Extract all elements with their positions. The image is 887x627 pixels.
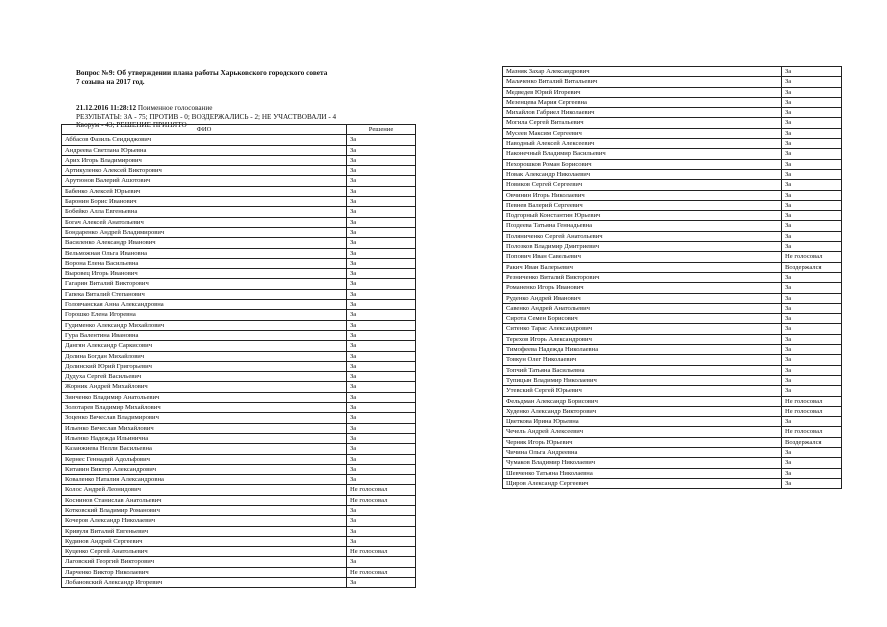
vote-decision: За bbox=[347, 320, 416, 330]
table-row bbox=[62, 330, 416, 340]
deputy-name: Могила Сергей Витальевич bbox=[503, 118, 782, 128]
table-row bbox=[62, 320, 416, 330]
deputy-name: Худенко Александр Викторович bbox=[503, 406, 782, 416]
table-row bbox=[503, 458, 842, 468]
vote-decision: За bbox=[347, 279, 416, 289]
vote-decision: За bbox=[782, 355, 842, 365]
deputy-name: Шевченко Татьяна Николаевна bbox=[503, 468, 782, 478]
table-row bbox=[62, 444, 416, 454]
deputy-name: Чичина Ольга Андреевна bbox=[503, 447, 782, 457]
vote-decision: За bbox=[782, 417, 842, 427]
deputy-name: Щиров Александр Сергеевич bbox=[503, 478, 782, 488]
deputy-name: Василенко Александр Иванович bbox=[62, 238, 347, 248]
table-header-row bbox=[62, 125, 416, 135]
table-row bbox=[62, 155, 416, 165]
vote-decision: За bbox=[347, 361, 416, 371]
vote-decision: За bbox=[782, 221, 842, 231]
table-row bbox=[503, 231, 842, 241]
deputy-name: Кернес Геннадий Адольфович bbox=[62, 454, 347, 464]
vote-decision: За bbox=[782, 159, 842, 169]
deputy-name: Подгорный Константин Юрьевич bbox=[503, 211, 782, 221]
deputy-name: Гура Валентина Ивановна bbox=[62, 330, 347, 340]
deputy-name: Ларченко Виктор Николаевич bbox=[62, 567, 347, 577]
table-row bbox=[503, 159, 842, 169]
deputy-name: Бабенко Алексей Юрьевич bbox=[62, 186, 347, 196]
vote-decision: За bbox=[782, 97, 842, 107]
vote-decision: За bbox=[782, 87, 842, 97]
vote-decision: За bbox=[782, 169, 842, 179]
table-row bbox=[503, 293, 842, 303]
deputy-name: Терехов Игорь Александрович bbox=[503, 334, 782, 344]
table-row bbox=[503, 97, 842, 107]
deputy-name: Михайлов Габриел Николаевич bbox=[503, 108, 782, 118]
deputy-name: Гудименко Александр Михайлович bbox=[62, 320, 347, 330]
table-row bbox=[62, 248, 416, 258]
deputy-name: Головчанская Анна Александровна bbox=[62, 300, 347, 310]
table-row bbox=[62, 547, 416, 557]
vote-decision: Не голосовал bbox=[782, 252, 842, 262]
table-row bbox=[62, 382, 416, 392]
vote-decision: За bbox=[782, 180, 842, 190]
deputy-name: Товкун Олег Николаевич bbox=[503, 355, 782, 365]
deputy-name: Дангян Александр Саркисович bbox=[62, 341, 347, 351]
vote-decision: За bbox=[782, 283, 842, 293]
vote-decision: За bbox=[347, 217, 416, 227]
deputy-name: Китавин Виктор Александрович bbox=[62, 464, 347, 474]
vote-decision: За bbox=[782, 324, 842, 334]
deputy-name: Ильенко Вячеслав Михайлович bbox=[62, 423, 347, 433]
deputy-name: Наконечный Владимир Васильевич bbox=[503, 149, 782, 159]
deputy-name: Ильенко Надежда Ильинична bbox=[62, 433, 347, 443]
table-row bbox=[62, 536, 416, 546]
table-row bbox=[503, 303, 842, 313]
table-row bbox=[62, 403, 416, 413]
table-row bbox=[62, 279, 416, 289]
deputy-name: Чечель Андрей Алексеевич bbox=[503, 427, 782, 437]
vote-decision: Не голосовал bbox=[347, 485, 416, 495]
table-row bbox=[62, 361, 416, 371]
table-row bbox=[62, 135, 416, 145]
column-header-name: ФИО bbox=[62, 125, 347, 135]
table-row bbox=[62, 423, 416, 433]
table-row bbox=[503, 334, 842, 344]
deputy-name: Тимофеева Надежда Николаевна bbox=[503, 345, 782, 355]
vote-decision: За bbox=[347, 516, 416, 526]
table-row bbox=[62, 217, 416, 227]
vote-decision: За bbox=[347, 578, 416, 588]
deputy-name: Полозков Владимир Дмитриевич bbox=[503, 242, 782, 252]
deputy-name: Тупицын Владимир Николаевич bbox=[503, 375, 782, 385]
deputy-name: Зинченко Владимир Анатольевич bbox=[62, 392, 347, 402]
table-row bbox=[503, 128, 842, 138]
table-row bbox=[503, 345, 842, 355]
vote-decision: За bbox=[782, 108, 842, 118]
table-row bbox=[503, 427, 842, 437]
vote-decision: За bbox=[782, 375, 842, 385]
vote-decision: За bbox=[347, 227, 416, 237]
table-row bbox=[62, 145, 416, 155]
deputy-name: Ракич Иван Валерьевич bbox=[503, 262, 782, 272]
table-row bbox=[62, 516, 416, 526]
table-row bbox=[62, 166, 416, 176]
vote-decision: За bbox=[782, 478, 842, 488]
table-row bbox=[62, 475, 416, 485]
vote-decision: За bbox=[347, 300, 416, 310]
deputy-name: Дудуха Сергей Васильевич bbox=[62, 372, 347, 382]
table-row bbox=[62, 526, 416, 536]
deputy-name: Ситенко Тарас Александрович bbox=[503, 324, 782, 334]
deputy-name: Резниченко Виталий Викторович bbox=[503, 272, 782, 282]
vote-decision: За bbox=[347, 413, 416, 423]
vote-quorum: Кворум - 43; РЕШЕНИЕ ПРИНЯТО bbox=[76, 121, 187, 130]
deputy-name: Наводный Алексей Алексеевич bbox=[503, 139, 782, 149]
deputy-name: Чумаков Владимир Николаевич bbox=[503, 458, 782, 468]
table-row bbox=[503, 108, 842, 118]
vote-decision: За bbox=[782, 231, 842, 241]
deputy-name: Коснинов Станислав Анатольевич bbox=[62, 495, 347, 505]
deputy-name: Поляниченко Сергей Анатольевич bbox=[503, 231, 782, 241]
table-row bbox=[503, 375, 842, 385]
table-row bbox=[503, 386, 842, 396]
vote-decision: За bbox=[347, 372, 416, 382]
table-row bbox=[503, 272, 842, 282]
deputy-name: Долинский Юрий Григорьевич bbox=[62, 361, 347, 371]
deputy-name: Арих Игорь Владимирович bbox=[62, 155, 347, 165]
deputy-name: Вельможная Ольга Ивановна bbox=[62, 248, 347, 258]
deputy-name: Кривуля Виталий Евгеньевич bbox=[62, 526, 347, 536]
vote-decision: За bbox=[782, 345, 842, 355]
table-row bbox=[503, 87, 842, 97]
deputy-name: Богач Алексей Анатольевич bbox=[62, 217, 347, 227]
table-row bbox=[62, 186, 416, 196]
deputy-name: Гапека Виталий Степанович bbox=[62, 289, 347, 299]
table-row bbox=[503, 169, 842, 179]
deputy-name: Певнев Валерий Сергеевич bbox=[503, 200, 782, 210]
deputy-name: Медведев Юрий Игоревич bbox=[503, 87, 782, 97]
table-row bbox=[503, 200, 842, 210]
deputy-name: Малаченко Виталий Витальевич bbox=[503, 77, 782, 87]
vote-decision: За bbox=[782, 468, 842, 478]
deputy-name: Гагарин Виталий Викторович bbox=[62, 279, 347, 289]
vote-timestamp: 21.12.2016 11:28:12 bbox=[76, 104, 137, 112]
deputy-name: Бондаренко Андрей Владимирович bbox=[62, 227, 347, 237]
table-row bbox=[503, 478, 842, 488]
table-row bbox=[503, 314, 842, 324]
vote-decision: За bbox=[782, 190, 842, 200]
vote-decision: За bbox=[782, 149, 842, 159]
deputy-name: Зоценко Вячеслав Владимирович bbox=[62, 413, 347, 423]
vote-decision: За bbox=[347, 536, 416, 546]
table-row bbox=[62, 258, 416, 268]
table-row bbox=[62, 300, 416, 310]
deputy-name: Цветкова Ирина Юрьевна bbox=[503, 417, 782, 427]
deputy-name: Горошко Елена Игоревна bbox=[62, 310, 347, 320]
table-row bbox=[62, 341, 416, 351]
vote-table-left bbox=[61, 124, 416, 588]
table-row bbox=[62, 372, 416, 382]
vote-decision: За bbox=[347, 341, 416, 351]
deputy-name: Мазняк Захар Александрович bbox=[503, 67, 782, 77]
deputy-name: Артикуленко Алексей Викторович bbox=[62, 166, 347, 176]
vote-decision: За bbox=[347, 289, 416, 299]
deputy-name: Попович Иван Савельевич bbox=[503, 252, 782, 262]
vote-decision: За bbox=[347, 310, 416, 320]
table-row bbox=[62, 176, 416, 186]
vote-decision: За bbox=[782, 272, 842, 282]
deputy-name: Лобановский Александр Игоревич bbox=[62, 578, 347, 588]
vote-decision: За bbox=[782, 128, 842, 138]
table-row bbox=[62, 413, 416, 423]
vote-decision: За bbox=[347, 258, 416, 268]
deputy-name: Топчий Татьяна Васильевна bbox=[503, 365, 782, 375]
vote-decision: За bbox=[347, 475, 416, 485]
table-row bbox=[503, 211, 842, 221]
deputy-name: Савенко Андрей Анатольевич bbox=[503, 303, 782, 313]
deputy-name: Золотарев Владимир Михайлович bbox=[62, 403, 347, 413]
vote-results: РЕЗУЛЬТАТЫ: ЗА - 75; ПРОТИВ - 0; ВОЗДЕРЖАЛИСЬ - 2; НЕ УЧАСТВОВАЛИ - 4 bbox=[76, 112, 337, 121]
vote-decision: За bbox=[347, 186, 416, 196]
vote-timestamp-line bbox=[76, 104, 421, 113]
document-header bbox=[61, 68, 421, 130]
deputy-name: Колос Андрей Леонидович bbox=[62, 485, 347, 495]
table-row bbox=[62, 464, 416, 474]
vote-decision: Не голосовал bbox=[782, 427, 842, 437]
table-row bbox=[503, 190, 842, 200]
table-row bbox=[503, 417, 842, 427]
deputy-name: Утевский Сергей Юрьевич bbox=[503, 386, 782, 396]
table-row bbox=[62, 557, 416, 567]
table-row bbox=[503, 221, 842, 231]
vote-decision: Не голосовал bbox=[347, 495, 416, 505]
deputy-name: Овчинин Игорь Николаевич bbox=[503, 190, 782, 200]
vote-decision: За bbox=[782, 293, 842, 303]
deputy-name: Сирота Семен Борисович bbox=[503, 314, 782, 324]
table-row bbox=[503, 355, 842, 365]
table-row bbox=[503, 252, 842, 262]
vote-decision: За bbox=[782, 211, 842, 221]
table-row bbox=[503, 406, 842, 416]
deputy-name: Коваленко Наталия Александровна bbox=[62, 475, 347, 485]
table-row bbox=[503, 396, 842, 406]
table-row bbox=[503, 139, 842, 149]
vote-decision: За bbox=[347, 454, 416, 464]
question-title-line2: 7 созыва на 2017 год. bbox=[76, 77, 145, 86]
deputy-name: Арутюнов Валерий Ашотович bbox=[62, 176, 347, 186]
deputy-name: Мезенцева Мария Сергеевна bbox=[503, 97, 782, 107]
table-row bbox=[503, 324, 842, 334]
vote-table-right bbox=[502, 66, 842, 489]
question-title bbox=[76, 68, 421, 86]
deputy-name: Фельдман Александр Борисович bbox=[503, 396, 782, 406]
deputy-name: Кочеров Александр Николаевич bbox=[62, 516, 347, 526]
table-row bbox=[62, 269, 416, 279]
table-row bbox=[503, 77, 842, 87]
deputy-name: Казанжиева Нелли Васильевна bbox=[62, 444, 347, 454]
vote-decision: Не голосовал bbox=[782, 406, 842, 416]
deputy-name: Андреева Светлана Юрьевна bbox=[62, 145, 347, 155]
vote-decision: Не голосовал bbox=[347, 567, 416, 577]
vote-decision: За bbox=[347, 382, 416, 392]
table-row bbox=[503, 67, 842, 77]
deputy-name: Куценко Сергей Анатольевич bbox=[62, 547, 347, 557]
vote-decision: Не голосовал bbox=[782, 396, 842, 406]
vote-decision: За bbox=[782, 118, 842, 128]
vote-decision: За bbox=[347, 176, 416, 186]
vote-decision: За bbox=[782, 139, 842, 149]
deputy-name: Нехорошков Роман Борисович bbox=[503, 159, 782, 169]
table-row bbox=[62, 227, 416, 237]
vote-decision: За bbox=[782, 303, 842, 313]
table-row bbox=[62, 485, 416, 495]
vote-decision: За bbox=[782, 447, 842, 457]
vote-decision: За bbox=[782, 386, 842, 396]
vote-decision: За bbox=[782, 365, 842, 375]
table-row bbox=[62, 495, 416, 505]
vote-decision: За bbox=[347, 330, 416, 340]
vote-decision: За bbox=[782, 458, 842, 468]
table-row bbox=[62, 454, 416, 464]
deputy-name: Романенко Игорь Иванович bbox=[503, 283, 782, 293]
deputy-name: Котковский Владимир Романович bbox=[62, 505, 347, 515]
table-row bbox=[62, 567, 416, 577]
vote-decision: За bbox=[347, 145, 416, 155]
table-row bbox=[503, 283, 842, 293]
vote-decision: За bbox=[347, 197, 416, 207]
table-row bbox=[503, 437, 842, 447]
vote-decision: Воздержался bbox=[782, 437, 842, 447]
vote-decision: За bbox=[347, 464, 416, 474]
vote-decision: За bbox=[347, 433, 416, 443]
vote-type: Поименное голосование bbox=[137, 104, 213, 112]
deputy-name: Лаговский Георгий Викторович bbox=[62, 557, 347, 567]
vote-decision: За bbox=[347, 351, 416, 361]
table-row bbox=[503, 149, 842, 159]
vote-decision: За bbox=[347, 526, 416, 536]
table-row bbox=[503, 118, 842, 128]
vote-decision: За bbox=[347, 248, 416, 258]
vote-decision: За bbox=[782, 200, 842, 210]
deputy-name: Поздеева Татьяна Геннадьевна bbox=[503, 221, 782, 231]
deputy-name: Новиков Сергей Сергеевич bbox=[503, 180, 782, 190]
table-row bbox=[503, 468, 842, 478]
table-row bbox=[62, 351, 416, 361]
vote-decision: Воздержался bbox=[782, 262, 842, 272]
deputy-name: Черняк Игорь Юрьевич bbox=[503, 437, 782, 447]
table-row bbox=[62, 238, 416, 248]
vote-decision: За bbox=[347, 155, 416, 165]
table-row bbox=[62, 289, 416, 299]
vote-decision: За bbox=[347, 269, 416, 279]
vote-decision: За bbox=[347, 166, 416, 176]
deputy-name: Выровец Игорь Иванович bbox=[62, 269, 347, 279]
deputy-name: Жорник Андрей Михайлович bbox=[62, 382, 347, 392]
vote-decision: За bbox=[782, 242, 842, 252]
table-row bbox=[62, 310, 416, 320]
vote-decision: За bbox=[347, 505, 416, 515]
deputy-name: Бобейко Алла Евгеньевна bbox=[62, 207, 347, 217]
column-header-vote: Решение bbox=[347, 125, 416, 135]
table-row bbox=[62, 197, 416, 207]
vote-decision: За bbox=[347, 444, 416, 454]
table-row bbox=[503, 180, 842, 190]
deputy-name: Ворона Елена Васильевна bbox=[62, 258, 347, 268]
deputy-name: Аббасов Фазиль Сеидиджович bbox=[62, 135, 347, 145]
vote-decision: За bbox=[782, 334, 842, 344]
deputy-name: Долина Богдан Михайлович bbox=[62, 351, 347, 361]
deputy-name: Мусеев Максим Сергеевич bbox=[503, 128, 782, 138]
table-row bbox=[62, 207, 416, 217]
vote-decision: За bbox=[782, 314, 842, 324]
vote-decision: За bbox=[347, 403, 416, 413]
vote-decision: За bbox=[347, 557, 416, 567]
deputy-name: Новак Александр Николаевич bbox=[503, 169, 782, 179]
deputy-name: Баронин Борис Иванович bbox=[62, 197, 347, 207]
table-row bbox=[503, 242, 842, 252]
table-row bbox=[62, 433, 416, 443]
table-row bbox=[503, 365, 842, 375]
table-row bbox=[62, 505, 416, 515]
vote-decision: За bbox=[347, 238, 416, 248]
table-row bbox=[62, 392, 416, 402]
table-row bbox=[503, 447, 842, 457]
vote-decision: Не голосовал bbox=[347, 547, 416, 557]
vote-decision: За bbox=[782, 77, 842, 87]
question-title-line1: Вопрос №9: Об утверждении плана работы Харьковского городского совета bbox=[76, 68, 328, 77]
vote-decision: За bbox=[782, 67, 842, 77]
vote-decision: За bbox=[347, 135, 416, 145]
vote-decision: За bbox=[347, 423, 416, 433]
deputy-name: Кудинов Андрей Сергеевич bbox=[62, 536, 347, 546]
table-row bbox=[62, 578, 416, 588]
deputy-name: Руденко Андрей Иванович bbox=[503, 293, 782, 303]
table-row bbox=[503, 262, 842, 272]
vote-decision: За bbox=[347, 392, 416, 402]
vote-decision: За bbox=[347, 207, 416, 217]
